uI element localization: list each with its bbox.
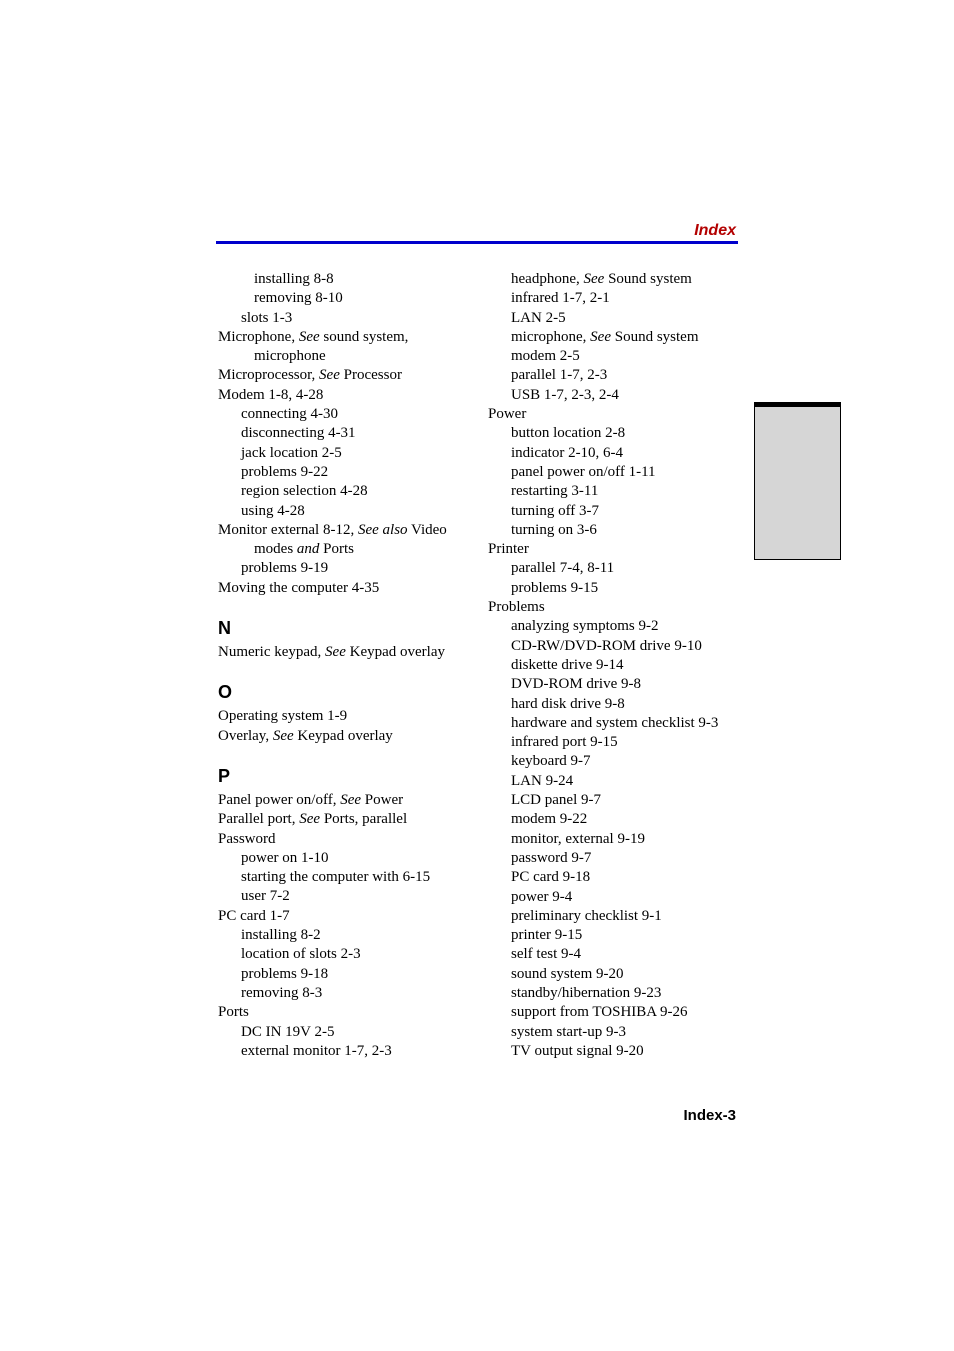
entry-text: Password bbox=[218, 830, 276, 847]
index-subentry bbox=[488, 270, 748, 289]
index-subentry bbox=[488, 1042, 748, 1061]
index-subentry bbox=[488, 830, 748, 849]
entry-text: region selection 4-28 bbox=[241, 483, 368, 500]
index-subentry bbox=[218, 1042, 478, 1061]
entry-text: Problems bbox=[488, 599, 545, 616]
entry-text: Modem 1-8, 4-28 bbox=[218, 386, 324, 403]
entry-text: problems 9-18 bbox=[241, 965, 329, 982]
entry-text: turning off 3-7 bbox=[511, 502, 600, 519]
entry-text: Sound system bbox=[610, 328, 699, 345]
entry-text: self test 9-4 bbox=[511, 946, 581, 963]
index-entry bbox=[218, 907, 478, 926]
entry-text: sound system, bbox=[319, 328, 409, 345]
index-entry bbox=[218, 579, 478, 598]
index-subentry bbox=[488, 965, 748, 984]
entry-text: USB 1-7, 2-3, 2-4 bbox=[511, 386, 619, 403]
cross-reference-term: See bbox=[319, 367, 340, 384]
index-entry bbox=[218, 328, 478, 347]
cross-reference-term: See also bbox=[357, 521, 408, 538]
index-subentry bbox=[218, 559, 478, 578]
entry-text: infrared port 9-15 bbox=[511, 734, 618, 751]
index-subentry bbox=[488, 289, 748, 308]
index-subentry bbox=[488, 559, 748, 578]
entry-text: Parallel port, bbox=[218, 811, 300, 828]
entry-text: LAN 2-5 bbox=[511, 309, 566, 326]
index-subentry bbox=[488, 366, 748, 385]
entry-text: Moving the computer 4-35 bbox=[218, 579, 380, 596]
index-subentry bbox=[218, 984, 478, 1003]
entry-text: headphone, bbox=[511, 271, 584, 287]
index-subentry bbox=[488, 1003, 748, 1022]
index-subentry bbox=[218, 945, 478, 964]
index-column-left bbox=[218, 270, 478, 1061]
entry-text: disconnecting 4-31 bbox=[241, 425, 356, 442]
index-subentry bbox=[488, 521, 748, 540]
entry-text: DVD-ROM drive 9-8 bbox=[511, 676, 641, 693]
entry-text: preliminary checklist 9-1 bbox=[511, 907, 662, 924]
index-subentry bbox=[218, 849, 478, 868]
entry-text: location of slots 2-3 bbox=[241, 946, 361, 963]
index-subentry bbox=[218, 424, 478, 443]
entry-text: PC card 9-18 bbox=[511, 869, 591, 886]
cross-reference-term: See bbox=[325, 644, 346, 661]
cross-reference-term: See bbox=[590, 328, 611, 345]
index-subentry bbox=[488, 424, 748, 443]
cross-reference-term: See bbox=[583, 271, 605, 287]
index-subentry bbox=[488, 888, 748, 907]
index-subentry bbox=[218, 309, 478, 328]
entry-text: LAN 9-24 bbox=[511, 772, 574, 789]
entry-text: monitor, external 9-19 bbox=[511, 830, 645, 847]
entry-text: problems 9-15 bbox=[511, 579, 599, 596]
entry-text: parallel 7-4, 8-11 bbox=[511, 560, 615, 577]
index-subentry bbox=[218, 347, 478, 366]
entry-text: power on 1-10 bbox=[241, 849, 329, 866]
cross-reference-term: See bbox=[340, 791, 362, 808]
cross-reference-term: See bbox=[299, 811, 321, 828]
index-subentry bbox=[218, 965, 478, 984]
cross-reference-term: See bbox=[272, 727, 294, 744]
entry-text: Video bbox=[407, 521, 447, 538]
index-subentry bbox=[488, 328, 748, 347]
entry-text: installing 8-8 bbox=[254, 271, 334, 287]
entry-text: jack location 2-5 bbox=[241, 444, 342, 461]
entry-text: standby/hibernation 9-23 bbox=[511, 984, 662, 1001]
index-subentry bbox=[488, 675, 748, 694]
section-letter: O bbox=[218, 682, 233, 703]
entry-text: keyboard 9-7 bbox=[511, 753, 591, 770]
entry-text: problems 9-19 bbox=[241, 560, 329, 577]
cross-reference-term: and bbox=[296, 541, 320, 558]
index-subentry bbox=[488, 772, 748, 791]
index-entry bbox=[218, 830, 478, 849]
entry-text: panel power on/off 1-11 bbox=[511, 463, 656, 480]
index-subentry bbox=[488, 849, 748, 868]
index-column-right bbox=[488, 270, 748, 1061]
index-subentry bbox=[218, 887, 478, 906]
entry-text: Overlay, bbox=[218, 727, 273, 744]
entry-text: power 9-4 bbox=[511, 888, 573, 905]
entry-text: using 4-28 bbox=[241, 502, 305, 519]
cross-reference-term: See bbox=[298, 328, 320, 345]
entry-text: hard disk drive 9-8 bbox=[511, 695, 625, 712]
index-subentry bbox=[488, 463, 748, 482]
index-entry bbox=[218, 521, 478, 540]
entry-text: modem 2-5 bbox=[511, 348, 580, 365]
index-entry bbox=[218, 707, 478, 726]
index-subentry bbox=[488, 695, 748, 714]
index-subentry bbox=[488, 733, 748, 752]
index-subentry bbox=[488, 810, 748, 829]
entry-text: turning on 3-6 bbox=[511, 521, 597, 538]
index-subentry bbox=[488, 926, 748, 945]
entry-text: Panel power on/off, bbox=[218, 791, 341, 808]
index-subentry bbox=[488, 637, 748, 656]
index-subentry bbox=[488, 579, 748, 598]
index-subentry bbox=[488, 617, 748, 636]
section-letter: N bbox=[218, 618, 231, 639]
index-subentry bbox=[488, 309, 748, 328]
index-subentry bbox=[488, 656, 748, 675]
index-subentry bbox=[488, 444, 748, 463]
entry-text: Microphone, bbox=[218, 328, 299, 345]
chapter-thumb-tab bbox=[754, 402, 841, 560]
index-subentry bbox=[488, 907, 748, 926]
index-subentry bbox=[218, 868, 478, 887]
index-subentry bbox=[488, 502, 748, 521]
index-subentry bbox=[488, 945, 748, 964]
entry-text: slots 1-3 bbox=[241, 309, 293, 326]
entry-text: removing 8-10 bbox=[254, 290, 343, 307]
index-subentry bbox=[488, 482, 748, 501]
index-subentry bbox=[218, 270, 478, 289]
entry-text: Operating system 1-9 bbox=[218, 708, 348, 725]
index-subentry bbox=[218, 502, 478, 521]
entry-text: Ports bbox=[218, 1004, 249, 1021]
index-entry bbox=[218, 810, 478, 829]
entry-text: microphone, bbox=[511, 328, 591, 345]
entry-text: PC card 1-7 bbox=[218, 907, 290, 924]
entry-text: modem 9-22 bbox=[511, 811, 588, 828]
entry-text: TV output signal 9-20 bbox=[511, 1042, 644, 1059]
index-subentry bbox=[488, 347, 748, 366]
entry-text: starting the computer with 6-15 bbox=[241, 869, 431, 886]
entry-text: parallel 1-7, 2-3 bbox=[511, 367, 608, 384]
entry-text: Printer bbox=[488, 541, 529, 558]
entry-text: Ports, parallel bbox=[320, 811, 408, 828]
entry-text: removing 8-3 bbox=[241, 984, 323, 1001]
index-entry bbox=[218, 386, 478, 405]
index-subentry bbox=[488, 791, 748, 810]
entry-text: Ports bbox=[319, 541, 355, 558]
entry-text: analyzing symptoms 9-2 bbox=[511, 618, 659, 635]
index-subentry bbox=[218, 463, 478, 482]
index-subentry bbox=[488, 1023, 748, 1042]
entry-text: connecting 4-30 bbox=[241, 406, 339, 423]
index-subentry bbox=[218, 540, 478, 559]
entry-text: Power bbox=[488, 406, 527, 423]
entry-text: problems 9-22 bbox=[241, 463, 329, 480]
index-subentry bbox=[488, 752, 748, 771]
index-subentry bbox=[488, 386, 748, 405]
index-entry bbox=[218, 643, 478, 662]
entry-text: hardware and system checklist 9-3 bbox=[511, 714, 719, 731]
entry-text: sound system 9-20 bbox=[511, 965, 624, 982]
entry-text: support from TOSHIBA 9-26 bbox=[511, 1004, 688, 1021]
entry-text: button location 2-8 bbox=[511, 425, 626, 442]
index-subentry bbox=[488, 868, 748, 887]
index-subentry bbox=[218, 289, 478, 308]
entry-text: Microprocessor, bbox=[218, 367, 320, 384]
index-entry bbox=[488, 598, 748, 617]
index-subentry bbox=[488, 714, 748, 733]
entry-text: infrared 1-7, 2-1 bbox=[511, 290, 610, 307]
index-subentry bbox=[488, 984, 748, 1003]
entry-text: Numeric keypad, bbox=[218, 644, 326, 661]
entry-text: CD-RW/DVD-ROM drive 9-10 bbox=[511, 637, 702, 654]
entry-text: Keypad overlay bbox=[345, 644, 446, 661]
entry-text: external monitor 1-7, 2-3 bbox=[241, 1042, 392, 1059]
entry-text: LCD panel 9-7 bbox=[511, 792, 601, 809]
index-subentry bbox=[218, 1023, 478, 1042]
entry-text: modes bbox=[254, 541, 297, 558]
entry-text: microphone bbox=[254, 348, 326, 365]
entry-text: restarting 3-11 bbox=[511, 483, 599, 500]
entry-text: Keypad overlay bbox=[293, 727, 393, 744]
index-entry bbox=[218, 727, 478, 746]
index-entry bbox=[488, 540, 748, 559]
index-subentry bbox=[218, 405, 478, 424]
entry-text: password 9-7 bbox=[511, 849, 592, 866]
entry-text: diskette drive 9-14 bbox=[511, 656, 624, 673]
entry-text: Processor bbox=[339, 367, 402, 384]
entry-text: system start-up 9-3 bbox=[511, 1023, 626, 1040]
entry-text: Monitor external 8-12, bbox=[218, 521, 358, 538]
index-subentry bbox=[218, 482, 478, 501]
section-letter: P bbox=[218, 765, 231, 786]
entry-text: installing 8-2 bbox=[241, 927, 321, 944]
entry-text: indicator 2-10, 6-4 bbox=[511, 444, 624, 461]
index-entry bbox=[218, 791, 478, 810]
entry-text: printer 9-15 bbox=[511, 927, 583, 944]
entry-text: Sound system bbox=[604, 271, 692, 287]
entry-text: DC IN 19V 2-5 bbox=[241, 1023, 335, 1040]
index-entry bbox=[218, 366, 478, 385]
header-rule bbox=[216, 241, 738, 244]
running-header-title: Index bbox=[694, 222, 736, 239]
index-subentry bbox=[218, 926, 478, 945]
index-entry bbox=[218, 1003, 478, 1022]
index-entry bbox=[488, 405, 748, 424]
page-number: Index-3 bbox=[683, 1107, 736, 1124]
index-subentry bbox=[218, 444, 478, 463]
entry-text: user 7-2 bbox=[241, 888, 290, 905]
entry-text: Power bbox=[361, 791, 404, 808]
